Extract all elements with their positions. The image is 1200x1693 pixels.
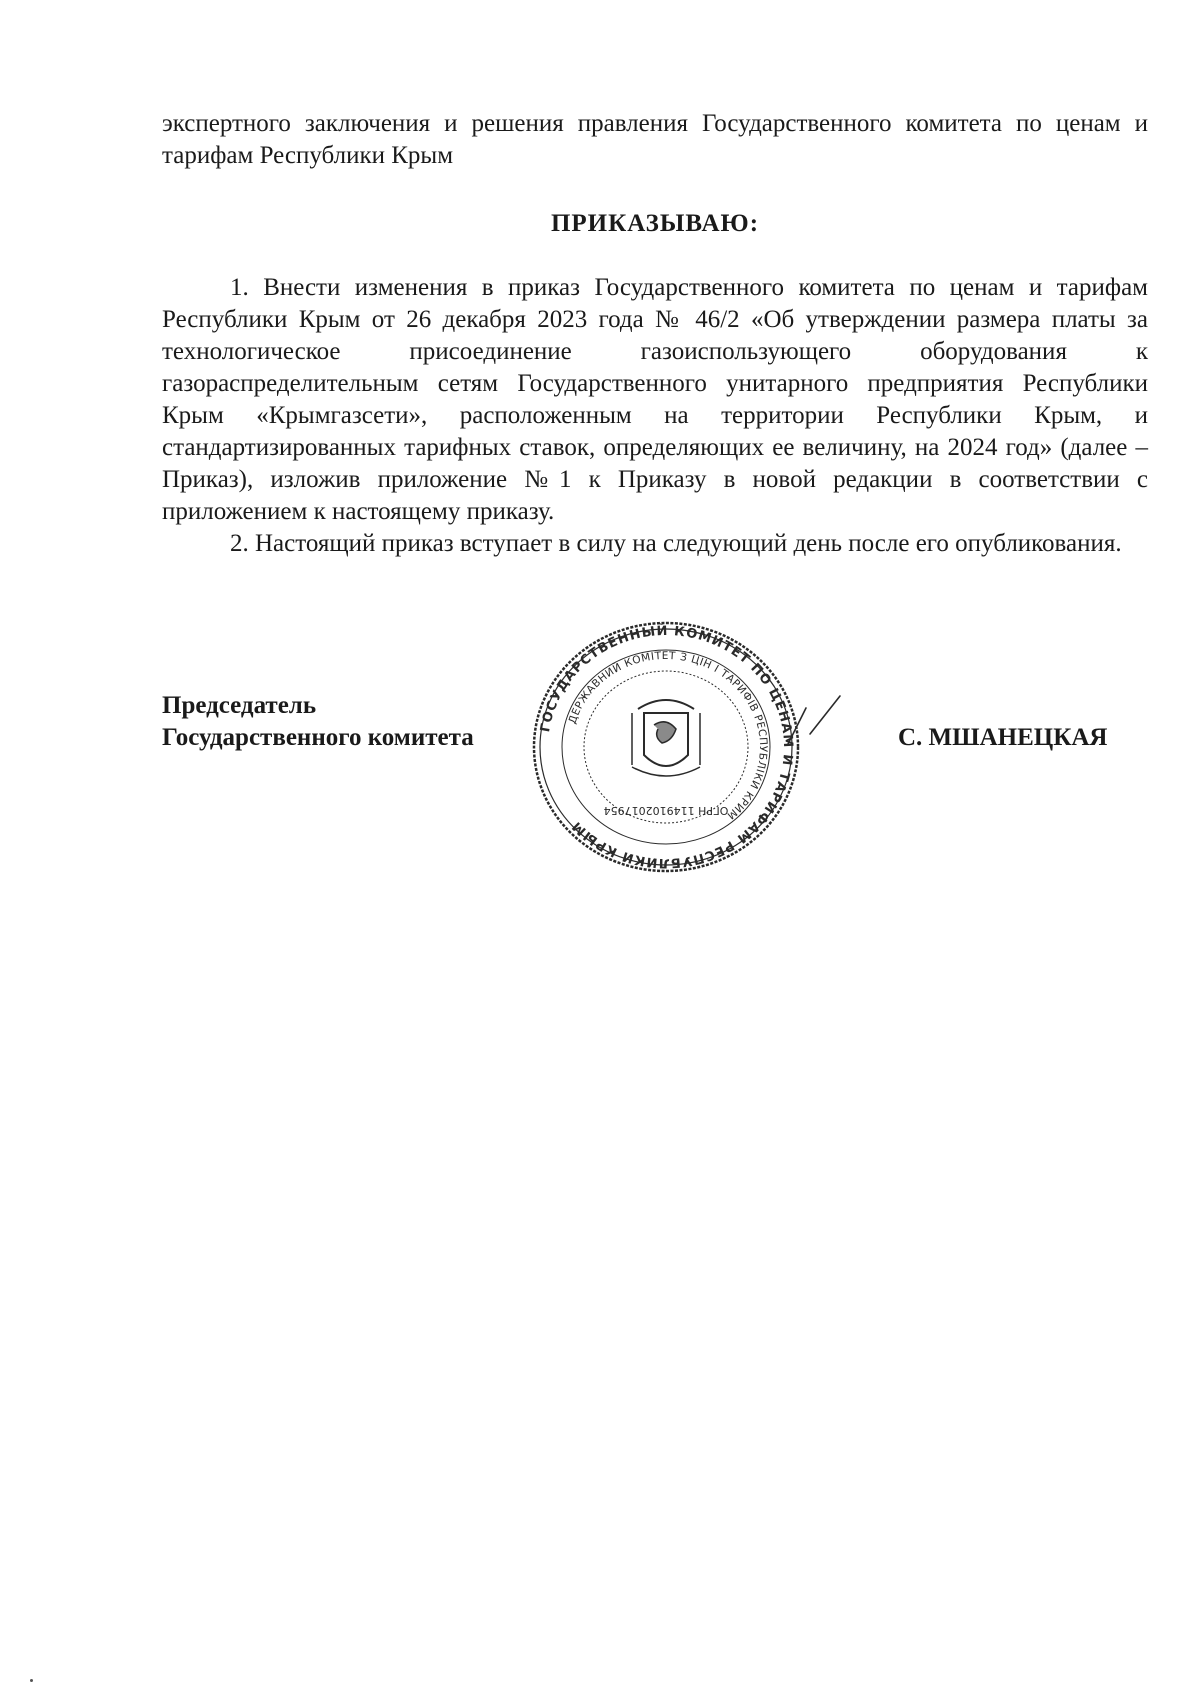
- scan-artifact-dot: [30, 1679, 33, 1682]
- clauses-section: [162, 272, 1148, 560]
- signatory-title: [162, 690, 474, 754]
- official-seal: [526, 617, 806, 877]
- signatory-title-line-2: Государственного комитета: [162, 724, 474, 751]
- seal-outer-text: ГОСУДАРСТВЕННЫЙ КОМИТЕТ ПО ЦЕНАМ И ТАРИФАМ РЕСПУБЛИКИ КРЫМ: [538, 623, 796, 871]
- seal-ogrn: ОГРН 1149102017954: [603, 804, 729, 817]
- order-heading: ПРИКАЗЫВАЮ:: [550, 210, 760, 237]
- signatory-title-line-1: Председатель: [162, 692, 317, 719]
- signatory-name: С. МШАНЕЦКАЯ: [898, 724, 1108, 751]
- clause-1: 1. Внести изменения в приказ Государственного комитета по ценам и тарифам Республики Крым от 26 декабря 2023 года № 46/2 «Об утверждении размера платы за технологическое присоединение газоиспользующего оборудования к газораспределительным сетям Государственного унитарного предприятия Республики Крым «Крымгазсети», расположенным на территории Республики Крым, и стандартизированных тарифных ставок, определяющих ее величину, на 2024 год» (далее – Приказ), изложив приложение №1 к Приказу в новой редакции в соответствии с приложением к настоящему приказу.: [162, 274, 1148, 525]
- coat-of-arms-icon: [632, 700, 700, 776]
- seal-middle-text: ДЕРЖАВНИЙ КОМІТЕТ З ЦІН І ТАРИФІВ РЕСПУБЛІКИ КРИМ: [566, 649, 770, 822]
- intro-paragraph: экспертного заключения и решения правления Государственного комитета по ценам и тарифам Республики Крым: [162, 110, 1148, 169]
- clause-2: 2. Настоящий приказ вступает в силу на следующий день после его опубликования.: [230, 530, 1122, 557]
- handwritten-signature: [784, 690, 844, 750]
